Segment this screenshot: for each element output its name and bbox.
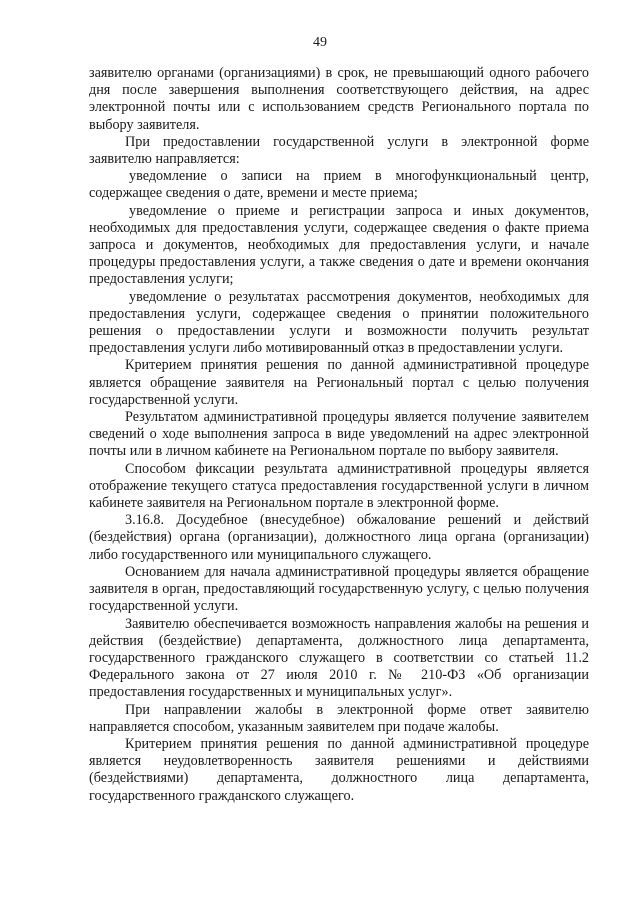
paragraph-procedure-result: Результатом административной процедуры является получение заявителем сведений о ходе выполнения запроса в виде уведомлений на адрес электронной почты или в личном кабинете на Региональном портале по выбору заявителя.	[89, 409, 589, 460]
paragraph-complaint-possibility: Заявителю обеспечивается возможность направления жалобы на решения и действия (бездействие) департамента, должностного лица департамента, государственного гражданского служащего в соответствии со статьей 11.2 Федерального закона от 27 июля 2010 г. № 210-ФЗ «Об организации предоставления государственных и муниципальных услуг».	[89, 615, 589, 701]
paragraph-continuation: заявителю органами (организациями) в срок, не превышающий одного рабочего дня после завершения выполнения соответствующего действия, на адрес электронной почты или с использованием средств Регионального портала по выбору заявителя.	[89, 65, 589, 133]
paragraph-notification-appointment: уведомление о записи на прием в многофункциональный центр, содержащее сведения о дате, времени и месте приема;	[89, 168, 589, 202]
paragraph-result-fixation: Способом фиксации результата административной процедуры является отображение текущего статуса предоставления государственной услуги в личном кабинете заявителя на Региональном портале в электронной форме.	[89, 460, 589, 512]
paragraph-section-3-16-8: 3.16.8. Досудебное (внесудебное) обжалование решений и действий (бездействия) органа (организации), должностного лица органа (организации) либо государственного или муниципального служащего.	[89, 512, 589, 563]
paragraph-notification-results: уведомление о результатах рассмотрения документов, необходимых для предоставления услуги, содержащее сведения о принятии положительного решения о предоставлении услуги и возможности получить результат предоставления услуги либо мотивированный отказ в предоставлении услуги.	[89, 288, 589, 357]
paragraph-procedure-basis: Основанием для начала административной процедуры является обращение заявителя в орган, предоставляющий государственную услугу, с целью получения государственной услуги.	[89, 563, 589, 615]
paragraph-electronic-notification-intro: При предоставлении государственной услуги в электронной форме заявителю направляется:	[89, 133, 589, 168]
paragraph-decision-criterion: Критерием принятия решения по данной административной процедуре является обращение заявителя на Региональный портал с целью получения государственной услуги.	[89, 357, 589, 408]
page-number: 49	[313, 35, 327, 50]
document-body	[89, 65, 589, 805]
paragraph-complaint-decision-criterion: Критерием принятия решения по данной административной процедуре является неудовлетворенность заявителя решениями и действиями (бездействиями) департамента, должностного лица департамента, государственного гражданского служащего.	[89, 735, 589, 804]
paragraph-electronic-complaint-response: При направлении жалобы в электронной форме ответ заявителю направляется способом, указанным заявителем при подаче жалобы.	[89, 701, 589, 735]
paragraph-notification-registration: уведомление о приеме и регистрации запроса и иных документов, необходимых для предоставления услуги, содержащее сведения о факте приема запроса и документов, необходимых для предоставления услуги, и начале процедуры предоставления услуги, а также сведения о дате и времени окончания предоставления услуги;	[89, 202, 589, 288]
